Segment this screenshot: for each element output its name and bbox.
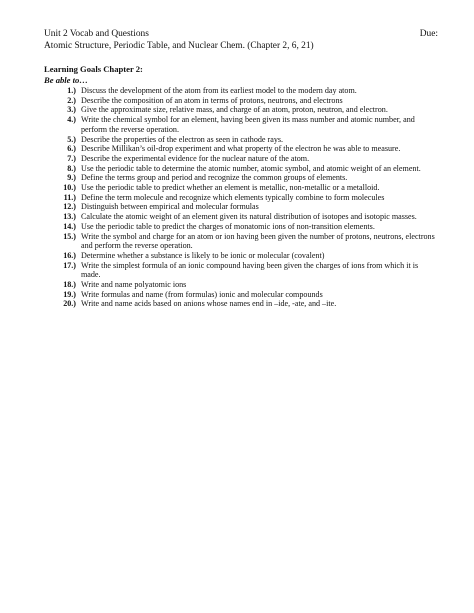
item-number: 10.) [63, 183, 76, 193]
item-text: Determine whether a substance is likely to be ionic or molecular (covalent) [81, 250, 325, 260]
learning-goals-intro: Be able to… [44, 75, 88, 85]
item-number: 16.) [63, 250, 76, 260]
list-item [44, 290, 438, 300]
item-number: 19.) [63, 289, 76, 299]
item-text: Describe Millikan’s oil-drop experiment and what property of the electron he was able to measure. [81, 144, 401, 154]
item-text: Write the simplest formula of an ionic compound having been given the charges of ions from which it is made. [81, 260, 419, 280]
list-item [44, 280, 438, 290]
item-text: Use the periodic table to predict the charges of monatomic ions of non-transition elements. [81, 221, 375, 231]
item-number: 3.) [67, 105, 76, 115]
item-number: 7.) [67, 153, 76, 163]
item-text: Discuss the development of the atom from its earliest model to the modern day atom. [81, 86, 357, 95]
item-text: Give the approximate size, relative mass, and charge of an atom, proton, neutron, and electron. [81, 105, 388, 115]
item-number: 5.) [67, 134, 76, 144]
list-item [44, 299, 438, 309]
item-text: Define the term molecule and recognize which elements typically combine to form molecules [81, 192, 385, 202]
item-number: 1.) [67, 86, 76, 95]
list-item [44, 115, 438, 134]
learning-goals-heading: Learning Goals Chapter 2: [44, 64, 143, 74]
learning-goals-list [44, 86, 438, 309]
document-title: Unit 2 Vocab and Questions [44, 29, 149, 39]
document-page [44, 28, 438, 309]
item-text: Write the chemical symbol for an element, having been given its mass number and atomic number, and perform the reverse operation. [81, 115, 415, 134]
list-item [44, 212, 438, 222]
item-text: Write and name acids based on anions whose names end in –ide, -ate, and –ite. [81, 299, 337, 309]
item-text: Write the symbol and charge for an atom or ion having been given the number of protons, neutrons, electrons and perform the reverse operation. [81, 231, 435, 251]
item-text: Write formulas and name (from formulas) ionic and molecular compounds [81, 289, 323, 299]
item-number: 15.) [63, 231, 76, 241]
item-number: 17.) [63, 260, 76, 270]
list-item [44, 251, 438, 261]
header-row [44, 28, 438, 40]
list-item [44, 96, 438, 106]
item-text: Describe the composition of an atom in terms of protons, neutrons, and electrons [81, 95, 343, 105]
list-item [44, 144, 438, 154]
list-item [44, 183, 438, 193]
item-text: Define the terms group and period and recognize the common groups of elements. [81, 173, 348, 183]
list-item [44, 164, 438, 174]
item-number: 11.) [63, 192, 76, 202]
item-number: 4.) [67, 115, 76, 125]
item-number: 18.) [63, 280, 76, 290]
list-item [44, 232, 438, 251]
item-number: 8.) [67, 163, 76, 173]
list-item [44, 261, 438, 280]
item-text: Distinguish between empirical and molecular formulas [81, 202, 259, 212]
item-number: 9.) [67, 173, 76, 183]
list-item [44, 222, 438, 232]
item-text: Use the periodic table to determine the atomic number, atomic symbol, and atomic weight of an element. [81, 163, 421, 173]
due-label: Due: [419, 29, 438, 39]
list-item [44, 193, 438, 203]
item-text: Describe the properties of the electron as seen in cathode rays. [81, 134, 284, 144]
item-number: 13.) [63, 212, 76, 222]
item-number: 14.) [63, 221, 76, 231]
item-text: Describe the experimental evidence for the nuclear nature of the atom. [81, 153, 310, 163]
list-item [44, 202, 438, 212]
document-subtitle: Atomic Structure, Periodic Table, and Nuclear Chem. (Chapter 2, 6, 21) [44, 41, 314, 51]
list-item [44, 154, 438, 164]
list-item [44, 135, 438, 145]
item-number: 6.) [67, 144, 76, 154]
item-number: 2.) [67, 95, 76, 105]
item-number: 12.) [63, 202, 76, 212]
list-item [44, 173, 438, 183]
item-text: Use the periodic table to predict whether an element is metallic, non-metallic or a metalloid. [81, 183, 380, 193]
item-number: 20.) [63, 299, 76, 309]
list-item [44, 86, 438, 96]
list-item [44, 105, 438, 115]
item-text: Calculate the atomic weight of an element given its natural distribution of isotopes and isotopic masses. [81, 212, 417, 222]
item-text: Write and name polyatomic ions [81, 280, 187, 290]
